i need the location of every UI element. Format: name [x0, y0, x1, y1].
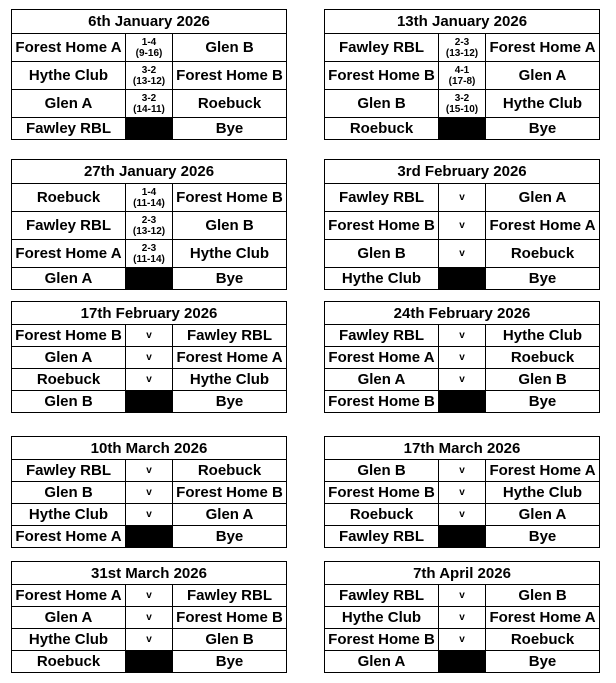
away-team: Hythe Club [173, 369, 287, 391]
bye-blank-cell [439, 391, 486, 413]
bye-row [12, 651, 287, 673]
bye-label: Bye [486, 118, 600, 140]
fixture-date-row [12, 562, 287, 585]
match-row [12, 34, 287, 62]
fixture-table [11, 159, 287, 290]
match-score: v [146, 352, 152, 363]
match-score: v [459, 509, 465, 520]
away-team: Glen B [486, 585, 600, 607]
home-team: Forest Home B [325, 482, 439, 504]
match-result [126, 460, 173, 482]
match-result [126, 90, 173, 118]
away-team: Glen B [173, 629, 287, 651]
match-result [126, 240, 173, 268]
home-team: Forest Home A [12, 240, 126, 268]
match-points: (11-14) [133, 253, 165, 265]
match-result [439, 585, 486, 607]
bye-blank-cell [439, 526, 486, 548]
home-team: Hythe Club [12, 504, 126, 526]
fixture-date: 24th February 2026 [325, 302, 600, 325]
match-result [439, 629, 486, 651]
match-result [439, 460, 486, 482]
bye-blank-cell [126, 118, 173, 140]
home-team: Forest Home A [12, 34, 126, 62]
match-score: 2-3 [141, 214, 157, 226]
match-result [439, 184, 486, 212]
match-result [439, 240, 486, 268]
bye-row [325, 118, 600, 140]
away-team: Glen A [486, 62, 600, 90]
match-score: 3-2 [454, 92, 470, 104]
match-result [126, 607, 173, 629]
bye-team: Fawley RBL [12, 118, 126, 140]
match-result [126, 482, 173, 504]
match-row [325, 240, 600, 268]
away-team: Hythe Club [486, 325, 600, 347]
match-row [12, 90, 287, 118]
away-team: Glen B [173, 34, 287, 62]
home-team: Glen A [325, 369, 439, 391]
match-result [439, 504, 486, 526]
match-result [439, 369, 486, 391]
match-points: (13-12) [445, 47, 479, 59]
match-row [12, 325, 287, 347]
fixture-date-row [12, 302, 287, 325]
match-score: v [146, 634, 152, 645]
match-score: v [459, 590, 465, 601]
away-team: Forest Home A [486, 212, 600, 240]
fixture-table [324, 159, 600, 290]
fixture-table [324, 301, 600, 413]
away-team: Forest Home B [173, 62, 287, 90]
home-team: Glen B [325, 240, 439, 268]
away-team: Roebuck [486, 347, 600, 369]
match-row [12, 504, 287, 526]
match-row [12, 460, 287, 482]
match-row [325, 212, 600, 240]
away-team: Fawley RBL [173, 325, 287, 347]
home-team: Glen A [12, 347, 126, 369]
fixture-date-row [12, 437, 287, 460]
bye-blank-cell [126, 268, 173, 290]
match-score: v [146, 330, 152, 341]
match-score: v [146, 465, 152, 476]
match-result [439, 607, 486, 629]
match-result [126, 347, 173, 369]
bye-row [12, 391, 287, 413]
match-score: v [459, 192, 465, 203]
match-result [439, 482, 486, 504]
match-score: 2-3 [141, 242, 157, 254]
away-team: Glen B [486, 369, 600, 391]
match-row [12, 629, 287, 651]
bye-team: Glen A [325, 651, 439, 673]
match-row [325, 629, 600, 651]
bye-label: Bye [173, 391, 287, 413]
match-score: v [146, 509, 152, 520]
match-result [126, 325, 173, 347]
match-score: 3-2 [141, 92, 157, 104]
match-row [12, 212, 287, 240]
match-score: v [459, 352, 465, 363]
bye-label: Bye [173, 526, 287, 548]
match-score: 1-4 [141, 36, 157, 48]
home-team: Fawley RBL [325, 34, 439, 62]
fixture-date: 10th March 2026 [12, 437, 287, 460]
away-team: Forest Home B [173, 482, 287, 504]
home-team: Forest Home B [325, 629, 439, 651]
fixture-date-row [325, 160, 600, 184]
away-team: Forest Home A [173, 347, 287, 369]
home-team: Fawley RBL [12, 212, 126, 240]
away-team: Roebuck [173, 460, 287, 482]
match-score: v [459, 330, 465, 341]
bye-team: Hythe Club [325, 268, 439, 290]
home-team: Hythe Club [325, 607, 439, 629]
home-team: Glen B [325, 460, 439, 482]
away-team: Hythe Club [486, 482, 600, 504]
fixture-date: 31st March 2026 [12, 562, 287, 585]
fixture-date-row [325, 437, 600, 460]
match-score: 3-2 [141, 64, 157, 76]
fixture-table [324, 436, 600, 548]
fixture-date-row [325, 10, 600, 34]
fixture-table [11, 436, 287, 548]
away-team: Forest Home B [173, 184, 287, 212]
match-result [439, 212, 486, 240]
match-row [325, 62, 600, 90]
home-team: Forest Home B [325, 212, 439, 240]
home-team: Forest Home A [325, 347, 439, 369]
home-team: Fawley RBL [325, 325, 439, 347]
fixture-date: 6th January 2026 [12, 10, 287, 34]
match-row [12, 347, 287, 369]
match-points: (13-12) [132, 75, 166, 87]
away-team: Roebuck [486, 629, 600, 651]
fixture-date: 7th April 2026 [325, 562, 600, 585]
match-row [325, 369, 600, 391]
match-row [325, 460, 600, 482]
bye-blank-cell [439, 268, 486, 290]
bye-blank-cell [439, 651, 486, 673]
match-score: v [459, 248, 465, 259]
home-team: Roebuck [12, 369, 126, 391]
fixture-date: 27th January 2026 [12, 160, 287, 184]
bye-row [325, 391, 600, 413]
bye-team: Glen B [12, 391, 126, 413]
fixture-date: 17th March 2026 [325, 437, 600, 460]
match-row [12, 585, 287, 607]
match-row [325, 90, 600, 118]
match-score: v [146, 487, 152, 498]
away-team: Hythe Club [173, 240, 287, 268]
match-row [12, 62, 287, 90]
bye-blank-cell [126, 391, 173, 413]
home-team: Hythe Club [12, 629, 126, 651]
match-result [126, 629, 173, 651]
fixture-table [324, 9, 600, 140]
fixture-date-row [12, 10, 287, 34]
match-score: v [459, 220, 465, 231]
home-team: Fawley RBL [325, 585, 439, 607]
bye-team: Glen A [12, 268, 126, 290]
match-result [126, 212, 173, 240]
bye-label: Bye [486, 526, 600, 548]
away-team: Forest Home A [486, 607, 600, 629]
match-score: v [146, 590, 152, 601]
fixture-table [11, 9, 287, 140]
match-score: v [459, 487, 465, 498]
bye-label: Bye [173, 651, 287, 673]
bye-blank-cell [126, 526, 173, 548]
bye-team: Roebuck [325, 118, 439, 140]
match-points: (17-8) [448, 75, 476, 87]
match-row [325, 34, 600, 62]
match-result [126, 62, 173, 90]
match-result [126, 504, 173, 526]
bye-team: Roebuck [12, 651, 126, 673]
match-row [325, 585, 600, 607]
match-result [126, 34, 173, 62]
match-result [126, 184, 173, 212]
match-score: v [459, 612, 465, 623]
away-team: Glen A [486, 184, 600, 212]
away-team: Glen A [173, 504, 287, 526]
fixture-table [324, 561, 600, 673]
home-team: Forest Home B [325, 62, 439, 90]
home-team: Roebuck [325, 504, 439, 526]
fixture-date: 13th January 2026 [325, 10, 600, 34]
away-team: Fawley RBL [173, 585, 287, 607]
bye-team: Forest Home B [325, 391, 439, 413]
match-score: 2-3 [454, 36, 470, 48]
bye-label: Bye [486, 391, 600, 413]
home-team: Forest Home B [12, 325, 126, 347]
match-score: v [459, 374, 465, 385]
bye-blank-cell [439, 118, 486, 140]
match-score: v [459, 465, 465, 476]
home-team: Forest Home A [12, 585, 126, 607]
match-row [325, 184, 600, 212]
match-row [12, 184, 287, 212]
match-row [12, 240, 287, 268]
fixture-date-row [325, 562, 600, 585]
home-team: Glen A [12, 90, 126, 118]
away-team: Roebuck [173, 90, 287, 118]
bye-label: Bye [173, 118, 287, 140]
match-points: (14-11) [133, 103, 165, 115]
home-team: Hythe Club [12, 62, 126, 90]
match-score: v [146, 374, 152, 385]
fixture-date-row [12, 160, 287, 184]
bye-row [12, 118, 287, 140]
match-row [12, 369, 287, 391]
bye-row [325, 651, 600, 673]
match-score: 4-1 [454, 64, 470, 76]
match-result [439, 90, 486, 118]
match-row [325, 325, 600, 347]
match-row [12, 482, 287, 504]
match-row [325, 504, 600, 526]
fixture-date-row [325, 302, 600, 325]
match-points: (15-10) [445, 103, 479, 115]
match-score: 1-4 [141, 186, 157, 198]
bye-label: Bye [173, 268, 287, 290]
match-row [12, 607, 287, 629]
home-team: Glen B [12, 482, 126, 504]
home-team: Fawley RBL [325, 184, 439, 212]
match-score: v [459, 634, 465, 645]
bye-blank-cell [126, 651, 173, 673]
home-team: Roebuck [12, 184, 126, 212]
away-team: Forest Home A [486, 34, 600, 62]
away-team: Glen B [173, 212, 287, 240]
away-team: Glen A [486, 504, 600, 526]
bye-row [325, 526, 600, 548]
match-result [439, 347, 486, 369]
match-points: (11-14) [133, 197, 165, 209]
match-result [126, 369, 173, 391]
match-score: v [146, 612, 152, 623]
home-team: Fawley RBL [12, 460, 126, 482]
bye-label: Bye [486, 268, 600, 290]
fixture-table [11, 561, 287, 673]
bye-label: Bye [486, 651, 600, 673]
match-result [439, 325, 486, 347]
match-row [325, 482, 600, 504]
fixture-date: 3rd February 2026 [325, 160, 600, 184]
away-team: Roebuck [486, 240, 600, 268]
bye-row [325, 268, 600, 290]
home-team: Glen A [12, 607, 126, 629]
away-team: Hythe Club [486, 90, 600, 118]
bye-row [12, 526, 287, 548]
match-result [439, 34, 486, 62]
match-points: (9-16) [135, 47, 163, 59]
match-result [439, 62, 486, 90]
fixture-date: 17th February 2026 [12, 302, 287, 325]
away-team: Forest Home A [486, 460, 600, 482]
fixture-table [11, 301, 287, 413]
match-row [325, 607, 600, 629]
away-team: Forest Home B [173, 607, 287, 629]
match-points: (13-12) [132, 225, 166, 237]
bye-team: Forest Home A [12, 526, 126, 548]
bye-team: Fawley RBL [325, 526, 439, 548]
bye-row [12, 268, 287, 290]
match-row [325, 347, 600, 369]
match-result [126, 585, 173, 607]
home-team: Glen B [325, 90, 439, 118]
